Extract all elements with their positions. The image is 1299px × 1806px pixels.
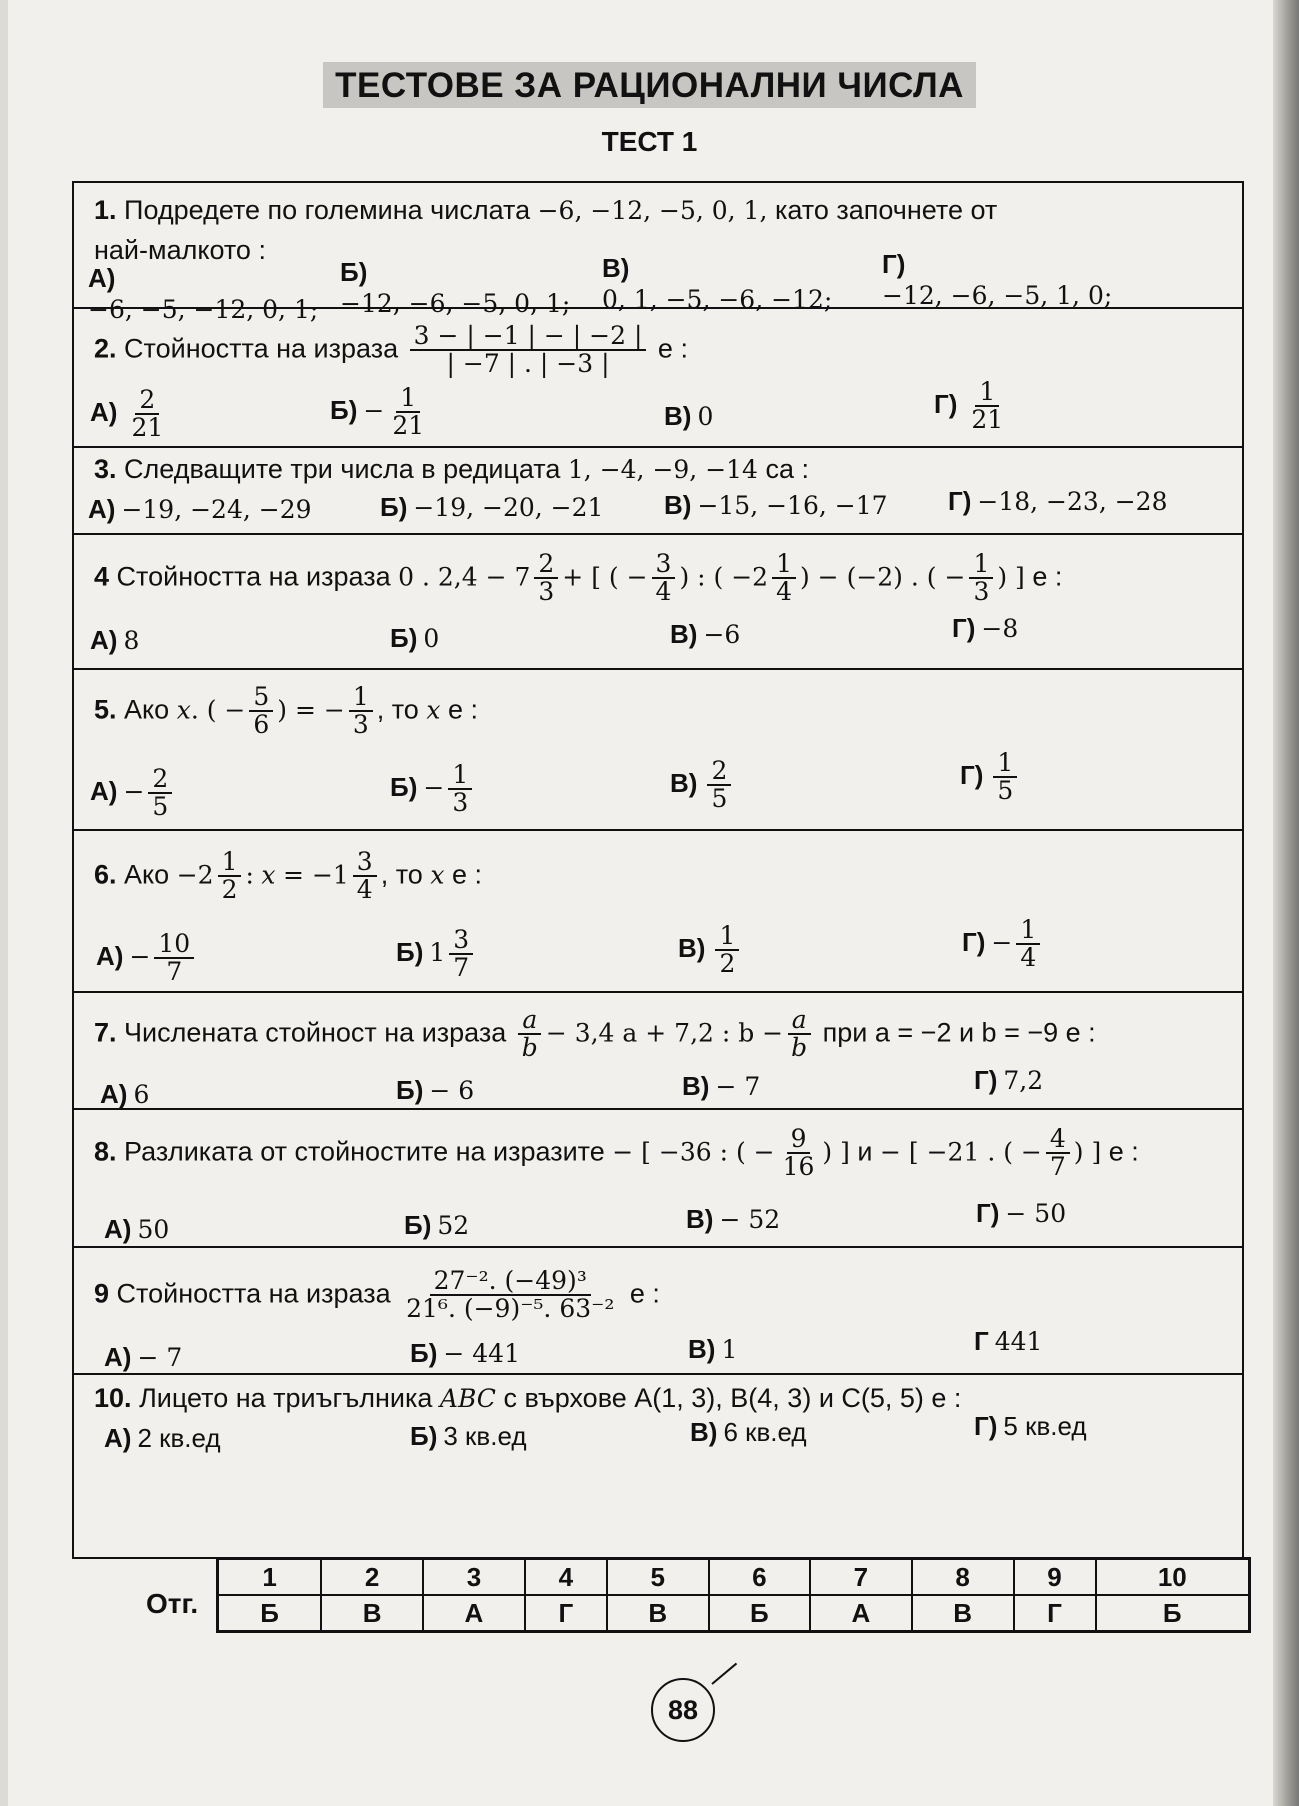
option-a[interactable]: А) −6, −5, −12, 0, 1; xyxy=(88,263,319,324)
option-a[interactable]: А) −19, −24, −29 xyxy=(88,494,312,524)
answer-key-table xyxy=(216,1557,1251,1633)
option-v[interactable]: В) 6 кв.ед xyxy=(690,1417,807,1447)
option-g[interactable]: Г) − 50 xyxy=(976,1198,1067,1228)
option-a[interactable]: А) 50 xyxy=(104,1214,170,1244)
option-a[interactable]: А) 8 xyxy=(90,625,140,655)
expression-fraction: $\frac{3 - | -1 | - | -2 |}{| -7 | . | -3 |}$ xyxy=(410,323,647,378)
questions-frame xyxy=(72,181,1244,1559)
option-v[interactable]: В) −6 xyxy=(670,619,741,649)
book-spine xyxy=(1273,0,1299,1806)
option-b[interactable]: Б) 0 xyxy=(390,623,440,653)
option-b[interactable]: Б) 52 xyxy=(404,1210,470,1240)
question-1: 1. Подредете по големина числата −6, −12, −5, 0, 1, като започнете от най-малкото : А) −6, −5, −12, 0, 1; Б) −12, −6, −5, 0, 1; В) 0, 1, −5, −6, −12; Г) −12, −6, −5, 1, 0; xyxy=(74,183,1242,309)
page-edge-left xyxy=(0,0,8,1806)
answer-numbers-row: 1 2 3 4 5 6 7 8 9 10 xyxy=(218,1559,1250,1596)
option-v[interactable]: В) −15, −16, −17 xyxy=(664,490,888,520)
option-g[interactable]: Г) −12, −6, −5, 1, 0; xyxy=(882,249,1113,310)
page-number-flourish xyxy=(711,1663,737,1685)
option-v[interactable]: В) − 7 xyxy=(682,1071,761,1101)
option-v[interactable]: В) − 52 xyxy=(686,1204,781,1234)
question-8: 8. Разликата от стойностите на изразите − [ −36 : ( − $\frac{9}{16}$ ) ] и − [ −21 . ( − $\frac{4}{7}$ ) ] е : А) 50 Б) 52 В) − 52 Г) − 50 xyxy=(74,1110,1242,1248)
option-a[interactable]: А) − $\frac{10}{7}$ xyxy=(96,931,198,986)
option-g[interactable]: Г) 5 кв.ед xyxy=(974,1411,1087,1441)
option-a[interactable]: А) − $\frac{2}{5}$ xyxy=(90,766,176,821)
option-b[interactable]: Б) 1 $\frac{3}{7}$ xyxy=(396,927,477,982)
option-g[interactable]: Г) $\frac{1}{21}$ xyxy=(934,377,1004,435)
option-b[interactable]: Б) − 441 xyxy=(410,1338,520,1368)
test-title: ТЕСТ 1 xyxy=(601,126,698,157)
option-v[interactable]: В) 0 xyxy=(664,401,714,431)
option-b[interactable]: Б) − $\frac{1}{21}$ xyxy=(330,383,425,441)
question-3: 3. Следващите три числа в редицата 1, −4, −9, −14 са : А) −19, −24, −29 Б) −19, −20, −21 В) −15, −16, −17 Г) −18, −23, −28 xyxy=(74,448,1242,535)
option-v[interactable]: В) $\frac{2}{5}$ xyxy=(670,758,735,813)
question-6: 6. Ако −2 $\frac{1}{2}$ : x = −1 $\frac{3}{4}$ , то x е : А) − $\frac{10}{7}$ Б) 1 $\frac{3}{7}$ В) $\frac{1}{2}$ Г) − $\frac{1}{4}$ xyxy=(74,831,1242,993)
option-a[interactable]: А) 2 кв.ед xyxy=(104,1423,221,1453)
expression-fraction: $\frac{\text{27⁻². (−49)³}}{\text{21⁶. (−9)⁻⁵. 63⁻²}}$ xyxy=(406,1266,615,1324)
question-7: 7. Числената стойност на израза $\frac{a}{b}$ − 3,4 a + 7,2 : b − $\frac{a}{b}$ при a = −2 и b = −9 е : А) 6 Б) − 6 В) − 7 Г) 7,2 xyxy=(74,993,1242,1110)
question-5: 5. Ако x. ( − $\frac{5}{6}$ ) = − $\frac{1}{3}$ , то x е : А) − $\frac{2}{5}$ Б) − $\frac{1}{3}$ В) $\frac{2}{5}$ Г) $\frac{1}{5}$ xyxy=(74,670,1242,831)
option-b[interactable]: Б) −19, −20, −21 xyxy=(380,492,604,522)
option-b[interactable]: Б) −12, −6, −5, 0, 1; xyxy=(340,257,571,318)
page-title: ТЕСТОВЕ ЗА РАЦИОНАЛНИ ЧИСЛА xyxy=(0,62,1299,108)
option-g[interactable]: Г) $\frac{1}{5}$ xyxy=(960,750,1021,805)
option-a[interactable]: А) − 7 xyxy=(104,1342,183,1372)
answers-label: Отг. xyxy=(146,1588,199,1619)
answer-letters-row: Б В А Г В Б А В Г Б xyxy=(218,1595,1250,1632)
option-g[interactable]: Г 441 xyxy=(974,1326,1043,1356)
option-v[interactable]: В) 1 xyxy=(688,1334,738,1364)
option-a[interactable]: А) 6 xyxy=(100,1079,150,1109)
question-10: 10. Лицето на триъгълника ABC с върхове A(1, 3), B(4, 3) и C(5, 5) е : А) 2 кв.ед Б) 3 кв.ед В) 6 кв.ед Г) 5 кв.ед xyxy=(94,1383,1087,1453)
option-b[interactable]: Б) 3 кв.ед xyxy=(410,1421,527,1451)
question-9: 9 Стойността на израза $\frac{\text{27⁻². (−49)³}}{\text{21⁶. (−9)⁻⁵. 63⁻²}}$ е : А) − 7 Б) − 441 В) 1 Г 441 xyxy=(74,1248,1242,1375)
option-g[interactable]: Г) −8 xyxy=(952,613,1019,643)
question-4: 4 Стойността на израза 0 . 2,4 − 7 $\frac{2}{3}$ + [ ( − $\frac{3}{4}$ ) : ( −2 $\frac{1}{4}$ ) − (−2) . ( − $\frac{1}{3}$ ) ] е : А) 8 Б) 0 В) −6 Г) −8 xyxy=(74,535,1242,670)
page-number: 88 xyxy=(651,1678,715,1742)
option-g[interactable]: Г) 7,2 xyxy=(974,1065,1044,1095)
option-b[interactable]: Б) − $\frac{1}{3}$ xyxy=(390,762,476,817)
option-g[interactable]: Г) −18, −23, −28 xyxy=(948,486,1168,516)
option-b[interactable]: Б) − 6 xyxy=(396,1075,475,1105)
option-v[interactable]: В) 0, 1, −5, −6, −12; xyxy=(602,253,833,314)
option-v[interactable]: В) $\frac{1}{2}$ xyxy=(678,923,743,978)
option-a[interactable]: А) $\frac{2}{21}$ xyxy=(90,385,164,443)
option-g[interactable]: Г) − $\frac{1}{4}$ xyxy=(962,917,1044,972)
question-2: 2. Стойността на израза $\frac{3 - | -1 | - | -2 |}{| -7 | . | -3 |}$ е : А) $\frac{2}{21}$ Б) − $\frac{1}{21}$ В) 0 Г) $\frac{1}{21}$ xyxy=(74,309,1242,448)
